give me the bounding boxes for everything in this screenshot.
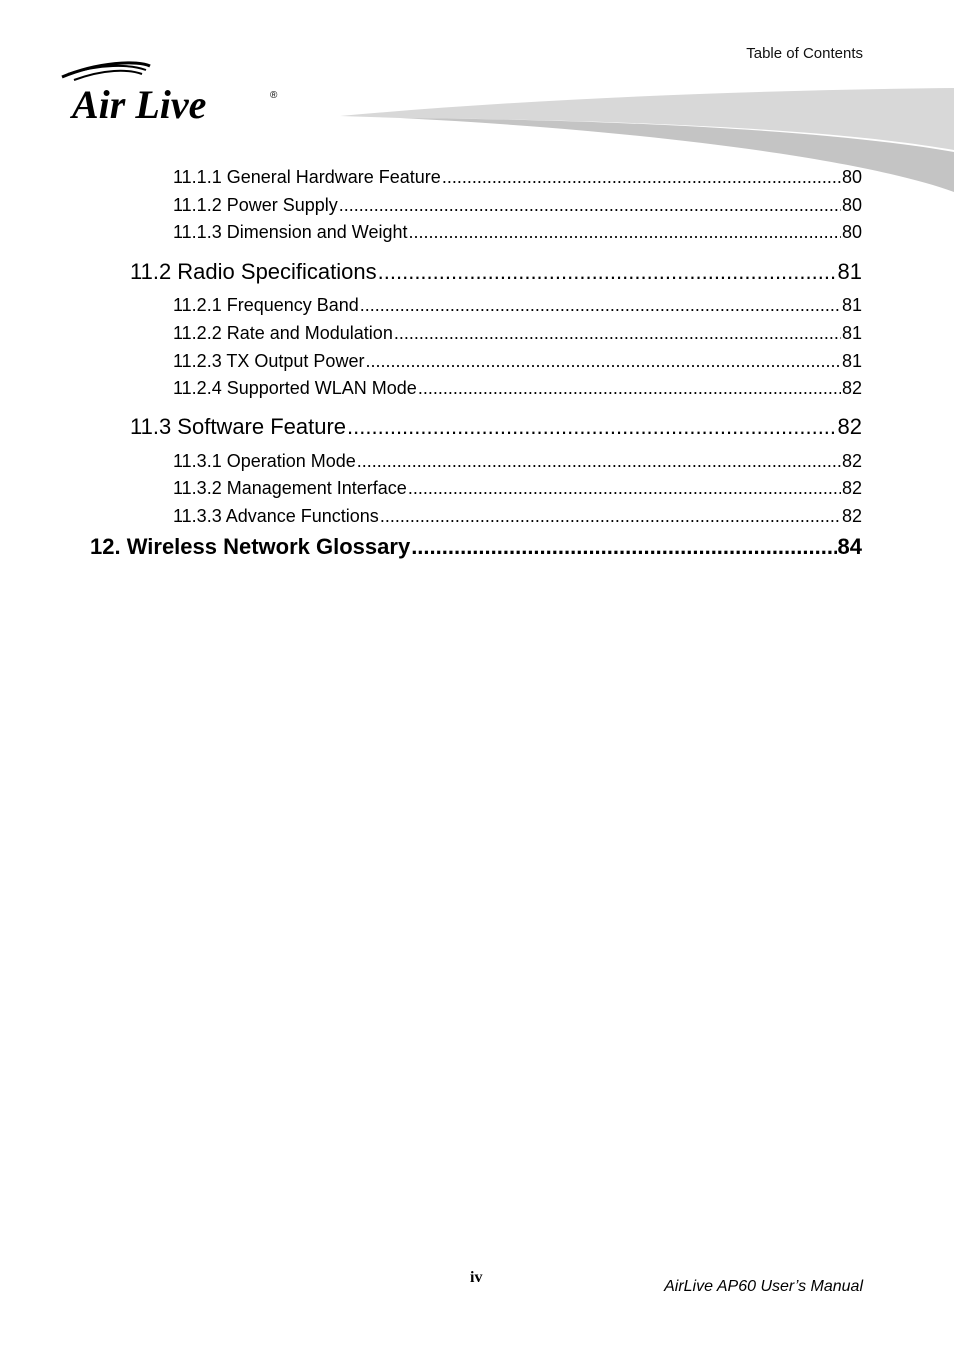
- dot-leader: [418, 378, 841, 399]
- toc-entry[interactable]: [173, 506, 862, 530]
- toc-entry-page: 82: [837, 414, 862, 439]
- toc-entry-page: 82: [841, 478, 862, 498]
- toc-entry[interactable]: [173, 351, 862, 375]
- svg-text:Air Live: Air Live: [72, 82, 207, 126]
- page-number: iv: [470, 1269, 483, 1286]
- airlive-logo: [58, 60, 288, 126]
- toc-entry-title: 11.2.1 Frequency Band: [173, 295, 359, 315]
- toc-entry[interactable]: [173, 167, 862, 191]
- toc-entry-page: 80: [841, 195, 862, 215]
- toc-entry-page: 81: [841, 351, 862, 371]
- toc-entry[interactable]: [173, 195, 862, 219]
- toc-entry-page: 81: [841, 323, 862, 343]
- toc-entry[interactable]: [173, 222, 862, 246]
- toc-entry-title: 11.1.1 General Hardware Feature: [173, 167, 441, 187]
- dot-leader: [380, 506, 841, 527]
- dot-leader: [408, 478, 841, 499]
- toc-entry[interactable]: [173, 378, 862, 402]
- toc-entry-title: 12. Wireless Network Glossary: [90, 534, 411, 559]
- dot-leader: [442, 167, 841, 188]
- toc-entry-page: 82: [841, 451, 862, 471]
- toc-entry-title: 11.2.3 TX Output Power: [173, 351, 365, 371]
- toc-entry-page: 82: [841, 506, 862, 526]
- toc-entry[interactable]: [130, 259, 862, 287]
- svg-text:®: ®: [270, 90, 278, 101]
- dot-leader: [378, 259, 837, 285]
- toc-entry-title: 11.1.2 Power Supply: [173, 195, 338, 215]
- toc-entry-page: 80: [841, 222, 862, 242]
- toc-entry-title: 11.2.2 Rate and Modulation: [173, 323, 393, 343]
- manual-name: AirLive AP60 User’s Manual: [664, 1278, 863, 1295]
- toc-entry[interactable]: [173, 295, 862, 319]
- toc-entry-page: 81: [841, 295, 862, 315]
- toc-entry-page: 84: [837, 534, 862, 559]
- dot-leader: [347, 414, 836, 440]
- toc-entry-title: 11.3.3 Advance Functions: [173, 506, 379, 526]
- toc-entry-page: 82: [841, 378, 862, 398]
- toc-entry-title: 11.3.1 Operation Mode: [173, 451, 356, 471]
- toc-entry-page: 80: [841, 167, 862, 187]
- dot-leader: [339, 195, 841, 216]
- toc-entry-title: 11.2.4 Supported WLAN Mode: [173, 378, 417, 398]
- toc-entry-page: 81: [837, 259, 862, 284]
- dot-leader: [365, 351, 841, 372]
- dot-leader: [360, 295, 841, 316]
- toc-entry-title: 11.1.3 Dimension and Weight: [173, 222, 408, 242]
- toc-entry[interactable]: [173, 451, 862, 475]
- toc-entry-title: 11.3 Software Feature: [130, 414, 347, 439]
- toc-entry-title: 11.3.2 Management Interface: [173, 478, 407, 498]
- section-label: Table of Contents: [746, 45, 863, 62]
- toc-entry[interactable]: [90, 534, 862, 562]
- dot-leader: [411, 534, 836, 560]
- toc-entry[interactable]: [130, 414, 862, 442]
- toc-entry[interactable]: [173, 323, 862, 347]
- toc-entry-title: 11.2 Radio Specifications: [130, 259, 377, 284]
- toc-entry[interactable]: [173, 478, 862, 502]
- dot-leader: [408, 222, 840, 243]
- dot-leader: [357, 451, 841, 472]
- dot-leader: [394, 323, 841, 344]
